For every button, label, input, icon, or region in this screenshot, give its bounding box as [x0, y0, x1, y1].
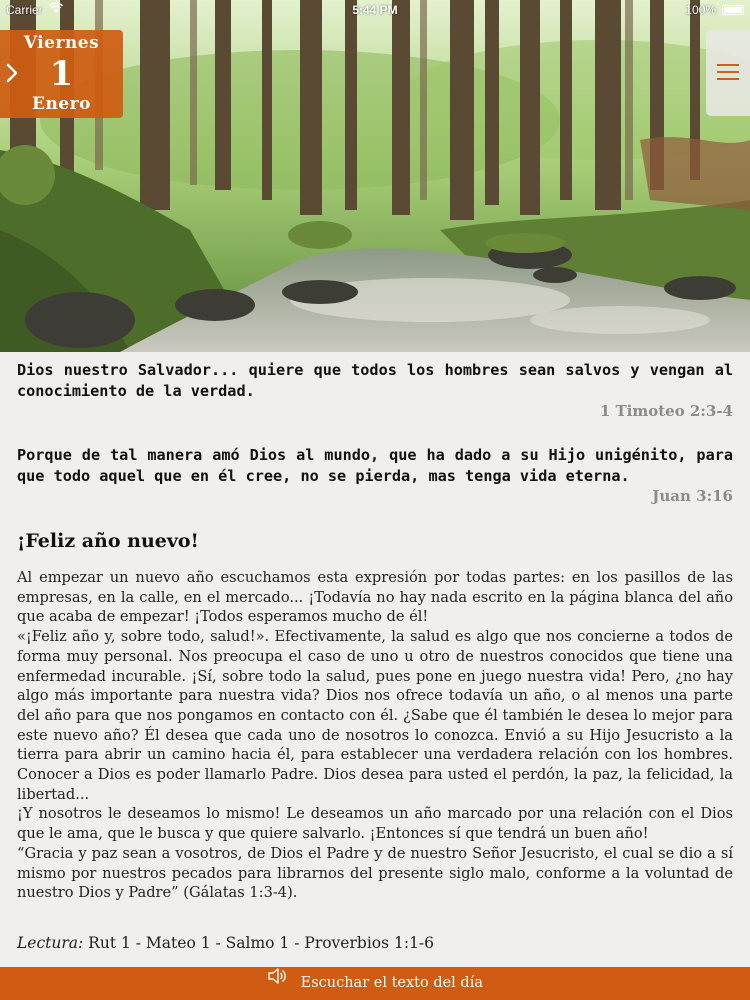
verse-text: Dios nuestro Salvador... quiere que todos los hombres sean salvos y vengan al conocimiento de la verdad.	[17, 361, 733, 400]
status-bar	[0, 0, 750, 22]
daily-reading	[17, 934, 434, 952]
verse-text: Porque de tal manera amó Dios al mundo, que ha dado a su Hijo unigénito, para que todo aquel que en él cree, no se pierda, mas tenga vida eterna.	[17, 446, 733, 485]
month-label: Enero	[32, 94, 91, 114]
status-time: 5:44 PM	[352, 3, 398, 17]
verse-reference: 1 Timoteo 2:3-4	[599, 402, 733, 420]
listen-audio-button[interactable]	[0, 967, 750, 1000]
battery-percentage: 100%	[685, 3, 716, 17]
article-title: ¡Feliz año nuevo!	[17, 530, 199, 552]
article-paragraph: “Gracia y paz sean a vosotros, de Dios el Padre y de nuestro Señor Jesucristo, el cual se dio a sí mismo por nuestros pecados para librarnos del presente siglo malo, conforme a la voluntad de nuestro Dios y Padre” (Gálatas 1:3-4).	[17, 844, 733, 902]
speaker-icon	[267, 965, 287, 998]
listen-label: Escuchar el texto del día	[300, 975, 483, 991]
reading-passages: Rut 1 - Mateo 1 - Salmo 1 - Proverbios 1:1-6	[88, 934, 435, 952]
article-paragraph: Al empezar un nuevo año escuchamos esta expresión por todas partes: en los pasillos de las empresas, en la calle, en el mercado... ¡Todavía no hay nada escrito en la página blanca del año que acaba de empezar! ¡Todos esperamos mucho de él!	[17, 569, 733, 626]
article-body	[17, 568, 733, 903]
article-paragraph: «¡Feliz año y, sobre todo, salud!». Efectivamente, la salud es algo que nos concierne a todos de forma muy personal. Nos preocupa el caso de uno u otro de nuestros conocidos que tiene una enfermedad incurable. ¡Sí, sobre todo la salud, pues pone en juego nuestra vida! Pero, ¿no hay algo más importante para nuestra vida? Dios nos ofrece todavía un año, o al menos una parte del año para que nos pongamos en contacto con él. ¿Sabe que él también le desea lo mejor para este nuevo año? Él desea que cada uno de nosotros lo conozca. Envió a su Hijo Jesucristo a la tierra para abrir un camino hacia él, para establecer una verdadera relación con los hombres. Conocer a Dios es poder llamarlo Padre. Dios desea para usted el perdón, la paz, la felicidad, la libertad...	[17, 628, 733, 803]
date-picker-button[interactable]	[0, 30, 123, 118]
carrier-label: Carrier	[6, 3, 43, 17]
verse-reference: Juan 3:16	[652, 487, 733, 505]
reading-label: Lectura:	[17, 934, 84, 952]
article-paragraph: ¡Y nosotros le deseamos lo mismo! Le deseamos un año marcado por una relación con el Dios que le ama, que le busca y que quiere salvarlo. ¡Entonces sí que tendrá un buen año!	[17, 805, 733, 843]
day-number: 1	[49, 54, 74, 94]
menu-button[interactable]	[706, 30, 750, 116]
battery-icon	[722, 5, 744, 15]
weekday-label: Viernes	[23, 33, 100, 53]
